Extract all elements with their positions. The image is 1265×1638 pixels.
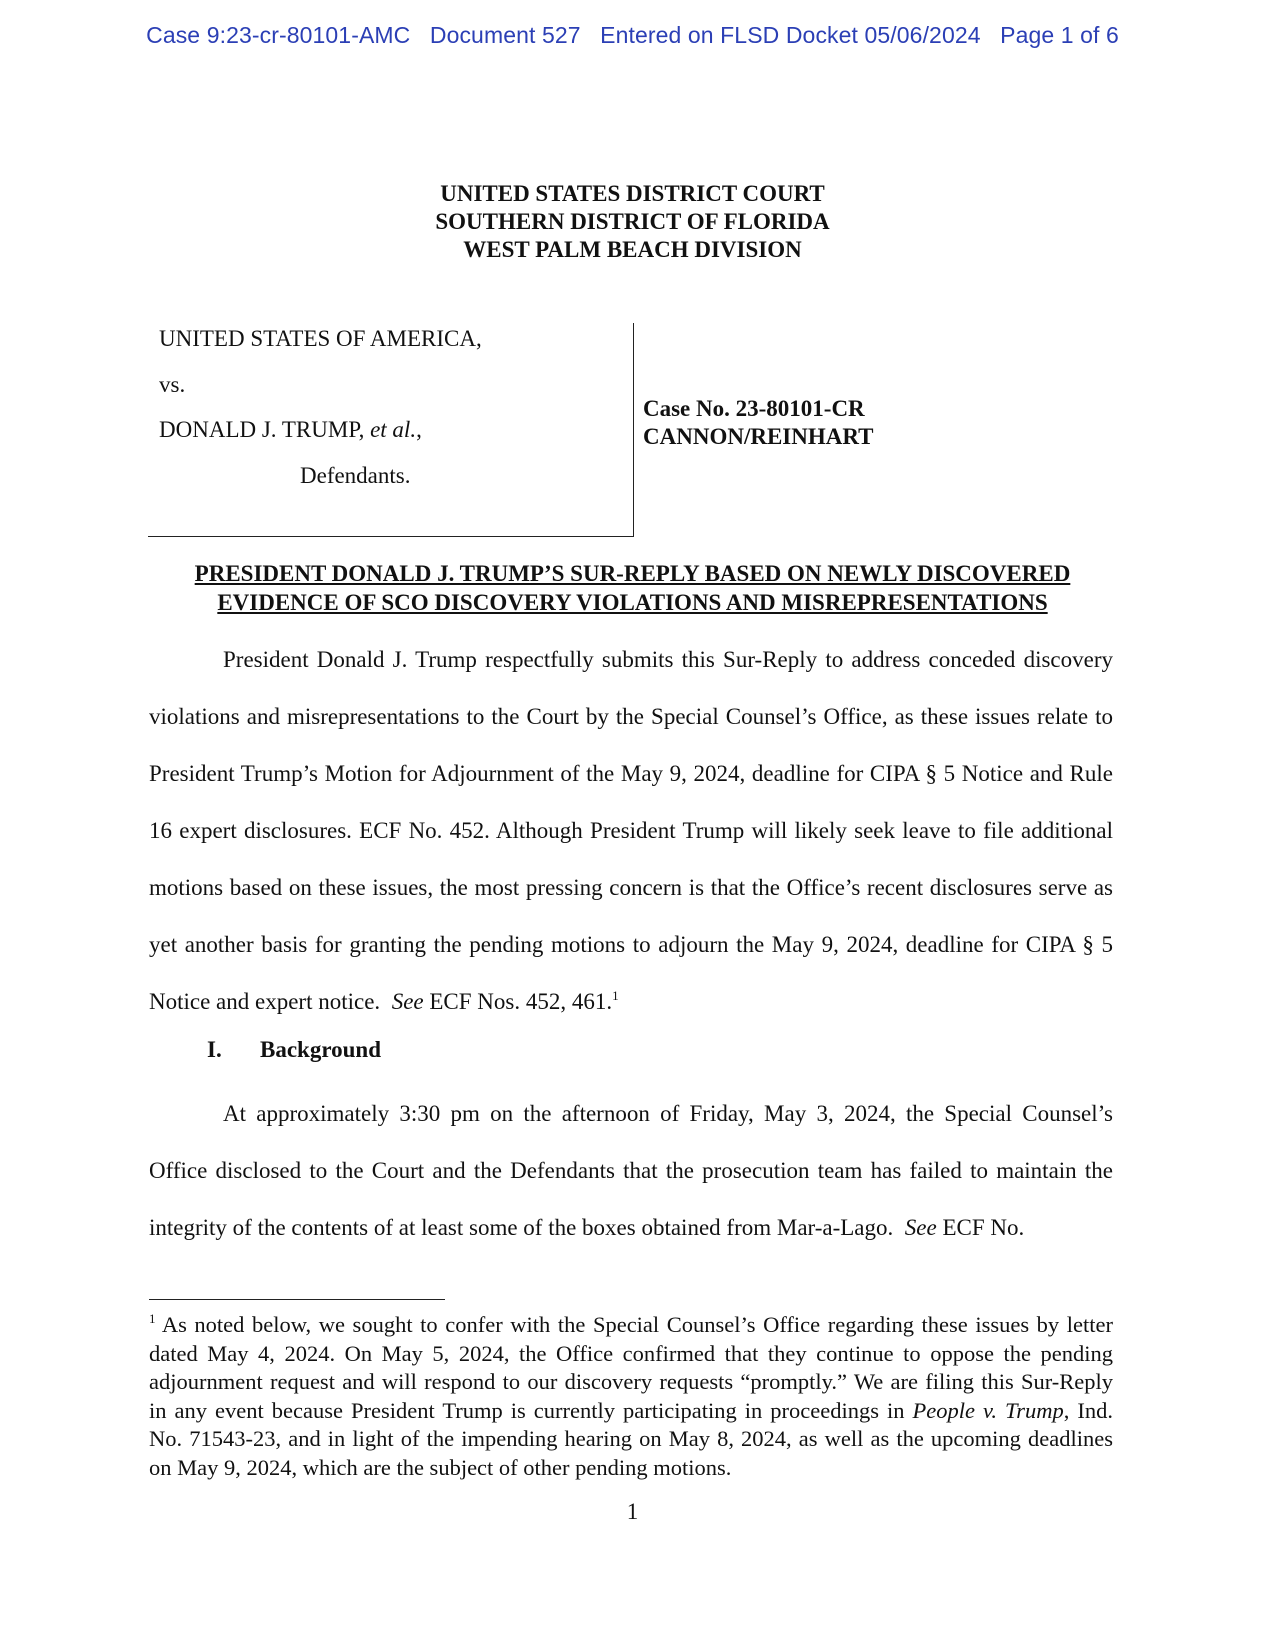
court-district: SOUTHERN DISTRICT OF FLORIDA xyxy=(435,209,830,234)
footnote-divider xyxy=(149,1299,445,1300)
versus: vs. xyxy=(159,372,186,397)
docket-header xyxy=(0,22,1265,49)
background-paragraph: At approximately 3:30 pm on the afternoon of Friday, May 3, 2024, the Special Counsel’s Office disclosed to the Court and the Defendants that the prosecution team has failed to maintain the integrity of the contents of at least some of the boxes obtained from Mar-a-Lago. See ECF No. xyxy=(149,1101,1113,1240)
court-division: WEST PALM BEACH DIVISION xyxy=(463,237,802,262)
case-caption-parties xyxy=(148,323,634,537)
defendant: DONALD J. TRUMP, et al., xyxy=(159,417,422,442)
footnote: $^1$ As noted below, we sought to confer with the Special Counsel’s Office regarding these issues by letter dated May 4, 2024. On May 5, 2024, the Office confirmed that they continue to oppose the pending adjournment request and will respond to our discovery requests “promptly.” We are filing this Sur-Reply in any event because President Trump is currently participating in proceedings in People v. Trump, Ind. No. 71543-23, and in light of the impending hearing on May 8, 2024, as well as the upcoming deadlines on May 9, 2024, which are the subject of other pending motions. xyxy=(149,1311,1113,1480)
docket-document-number: Document 527 xyxy=(429,22,581,48)
case-number: Case No. 23-80101-CR xyxy=(643,396,865,421)
case-number-block xyxy=(643,395,873,451)
court-name: UNITED STATES DISTRICT COURT xyxy=(440,181,825,206)
plaintiff: UNITED STATES OF AMERICA, xyxy=(159,326,482,351)
court-heading xyxy=(0,180,1265,264)
page-number: 1 xyxy=(626,1499,639,1524)
intro-paragraph: President Donald J. Trump respectfully submits this Sur-Reply to address conceded discovery violations and misrepresentations to the Court by the Special Counsel’s Office, as these issues relate to President Trump’s Motion for Adjournment of the May 9, 2024, deadline for CIPA § 5 Notice and Rule 16 expert disclosures. ECF No. 452. Although President Trump will likely seek leave to file additional motions based on these issues, the most pressing concern is that the Office’s recent disclosures serve as yet another basis for granting the pending motions to adjourn the May 9, 2024, deadline for CIPA § 5 Notice and expert notice. See ECF Nos. 452, 461.$^1$ xyxy=(149,647,1113,1014)
docket-entered: Entered on FLSD Docket 05/06/2024 xyxy=(600,22,981,48)
footnote-ref: 1 xyxy=(612,988,619,1003)
defendants-label: Defendants. xyxy=(300,463,411,488)
section-heading-background: I. Background xyxy=(207,1037,382,1062)
motion-title: PRESIDENT DONALD J. TRUMP’S SUR-REPLY BASED ON NEWLY DISCOVERED EVIDENCE OF SCO DISCOVERY VIOLATIONS AND MISREPRESENTATIONS xyxy=(194,561,1071,615)
judges: CANNON/REINHART xyxy=(643,424,874,449)
docket-case-number: Case 9:23-cr-80101-AMC xyxy=(146,22,411,48)
docket-page: Page 1 of 6 xyxy=(1000,22,1119,48)
